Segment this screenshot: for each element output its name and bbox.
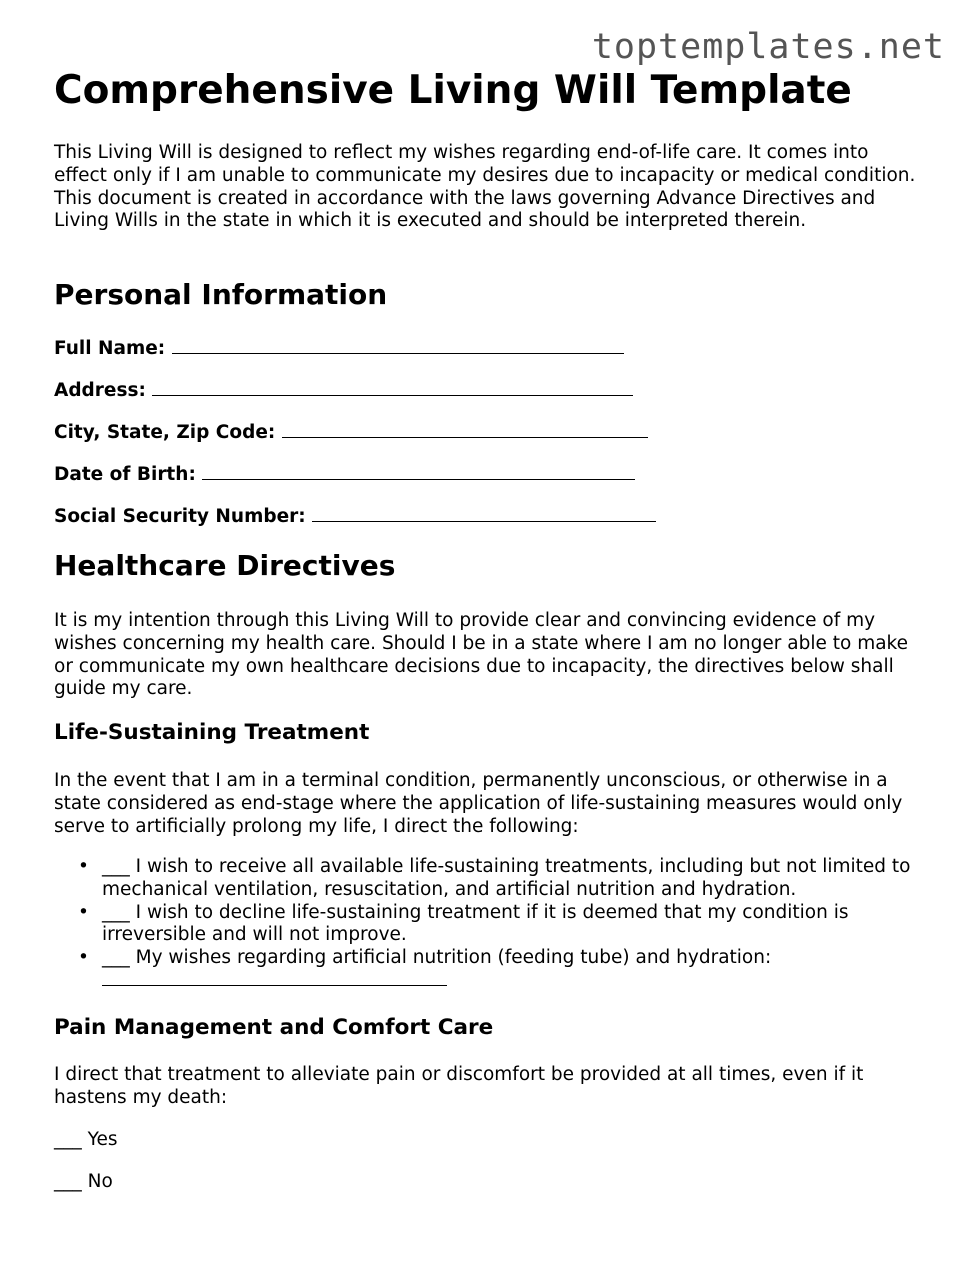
intro-paragraph: This Living Will is designed to reflect my wishes regarding end-of-life care. It comes into effect only if I am unable to communicate my desires due to incapacity or medical condition. This document is created in accordance with the laws governing Advance Directives and Living Wills in the state in which it is executed and should be interpreted therein. (54, 142, 916, 232)
social-security-field (54, 506, 656, 528)
site-watermark: toptemplates.net (591, 27, 945, 67)
social-security-blank[interactable] (312, 507, 656, 522)
city-state-zip-blank[interactable] (282, 423, 648, 438)
option-nutrition-text: ___ My wishes regarding artificial nutrition (feeding tube) and hydration: (102, 947, 772, 969)
date-of-birth-label: Date of Birth: (54, 464, 196, 485)
full-name-field (54, 338, 624, 360)
city-state-zip-field (54, 422, 648, 444)
nutrition-hydration-blank[interactable] (102, 971, 447, 986)
address-field (54, 380, 633, 402)
pain-yes-option[interactable]: ___ Yes (54, 1129, 118, 1150)
life-sustaining-paragraph: In the event that I am in a terminal condition, permanently unconscious, or otherwise in a state considered as end-stage where the application of life-sustaining measures would only serve to artificially prolong my life, I direct the following: (54, 770, 903, 837)
address-blank[interactable] (152, 381, 633, 396)
address-label: Address: (54, 380, 146, 401)
healthcare-directives-heading: Healthcare Directives (54, 549, 396, 582)
date-of-birth-blank[interactable] (202, 465, 635, 480)
option-receive-treatment[interactable]: • ___ I wish to receive all available life-sustaining treatments, including but not limited to mechanical ventilation, resuscitation, and artificial nutrition and hydration. (102, 856, 924, 902)
document-title: Comprehensive Living Will Template (54, 68, 852, 113)
personal-information-heading: Personal Information (54, 278, 388, 311)
pain-management-paragraph: I direct that treatment to alleviate pain or discomfort be provided at all times, even if it hastens my death: (54, 1064, 864, 1108)
date-of-birth-field (54, 464, 635, 486)
life-sustaining-heading: Life-Sustaining Treatment (54, 720, 370, 745)
pain-no-option[interactable]: ___ No (54, 1171, 113, 1192)
pain-management-heading: Pain Management and Comfort Care (54, 1015, 494, 1040)
option-nutrition-hydration[interactable] (102, 947, 924, 993)
full-name-label: Full Name: (54, 338, 166, 359)
social-security-label: Social Security Number: (54, 506, 306, 527)
healthcare-paragraph: It is my intention through this Living Will to provide clear and convincing evidence of my wishes concerning my health care. Should I be in a state where I am no longer able to make or communicate my own healthcare decisions due to incapacity, the directives below shall guide my care. (54, 610, 908, 700)
city-state-zip-label: City, State, Zip Code: (54, 422, 276, 443)
full-name-blank[interactable] (172, 339, 624, 354)
option-decline-treatment[interactable]: • ___ I wish to decline life-sustaining treatment if it is deemed that my condition is irreversible and will not improve. (102, 902, 924, 948)
treatment-options-list (54, 856, 924, 993)
